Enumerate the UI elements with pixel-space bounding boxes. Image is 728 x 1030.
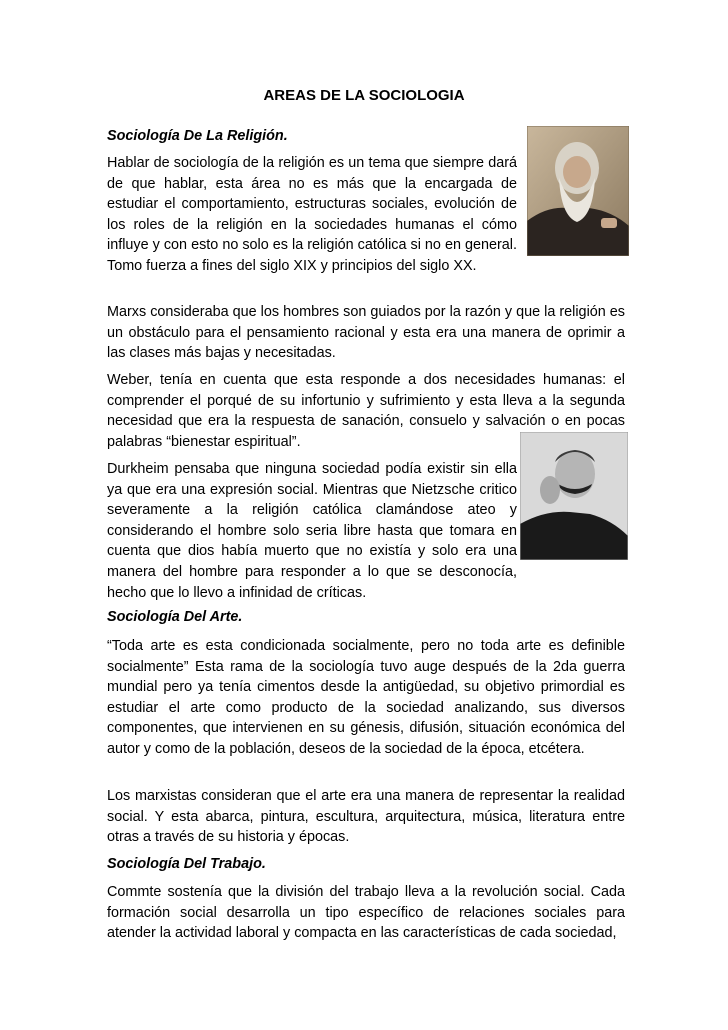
paragraph-text: Durkheim pensaba que ninguna sociedad podía existir sin ella ya que era una expresión social. Mientras que Nietzsche critico severamente a la religión católica clamándose ateo y considerando el hombre solo seria libre hasta que tomara en cuenta que dios había muerto que no existía y solo era una manera del hombre para responder a lo que se desconocía, hecho que lo llevo a infinidad de críticas. (107, 461, 517, 601)
paragraph-text: Hablar de sociología de la religión es un tema que siempre dará de que hablar, esta área no es más que la encargada de estudiar el comportamiento, estructuras sociales, evolución de los roles de la religión en la sociedades humanas el cómo influye y con esto no solo es la religión católica si no en general. Tomo fuerza a fines del siglo XIX y principios del siglo XX. (107, 155, 517, 274)
portrait-photo-nietzsche (520, 432, 628, 560)
paragraph-text: “Toda arte es esta condicionada socialmente, pero no toda arte es definible socialmente” Esta rama de la sociología tuvo auge después de la 2da guerra mundial pero ya tenía cimentos desde la antigüedad, su objetivo primordial es estudiar el arte como producto de la sociedad analizando, sus diversos componentes, que intervienen en su génesis, difusión, situación económica del autor y como de la población, deseos de la sociedad de la época, etcétera. (107, 638, 625, 757)
paragraph-text: Commte sostenía que la división del trabajo lleva a la revolución social. Cada formación social desarrolla un tipo específico de relaciones sociales para atender la actividad laboral y compacta en las características de cada sociedad, (107, 884, 625, 942)
trabajo-heading-block (107, 854, 625, 875)
page-title-text: AREAS DE LA SOCIOLOGIA (263, 87, 465, 104)
paragraph-text: Marxs consideraba que los hombres son guiados por la razón y que la religión es un obstáculo para el pensamiento racional y esta era una manera de oprimir a las clases más bajas y necesitadas. (107, 304, 625, 362)
religion-paragraph-1 (107, 153, 517, 277)
section-heading-arte: Sociología Del Arte. (107, 609, 243, 625)
religion-heading-block (107, 126, 517, 147)
section-heading-trabajo: Sociología Del Trabajo. (107, 856, 266, 872)
trabajo-paragraph-1 (107, 882, 625, 944)
portrait-photo-marx (527, 126, 629, 256)
paragraph-text: Weber, tenía en cuenta que esta responde a dos necesidades humanas: el comprender el porqué de su infortunio y sufrimiento y esta lleva a la segunda necesidad que era la respuesta de sanación, consuelo y salvación o en pocas palabras “bienestar espiritual”. (107, 372, 625, 450)
arte-heading-block (107, 607, 625, 628)
religion-paragraph-4 (107, 459, 517, 603)
arte-paragraph-1 (107, 636, 625, 760)
arte-paragraph-2 (107, 786, 625, 848)
religion-paragraph-2 (107, 302, 625, 364)
section-heading-religion: Sociología De La Religión. (107, 128, 288, 144)
page-title (0, 86, 728, 107)
paragraph-text: Los marxistas consideran que el arte era una manera de representar la realidad social. Y esta abarca, pintura, escultura, arquitectura, música, literatura entre otras a través de su historia y épocas. (107, 788, 625, 846)
